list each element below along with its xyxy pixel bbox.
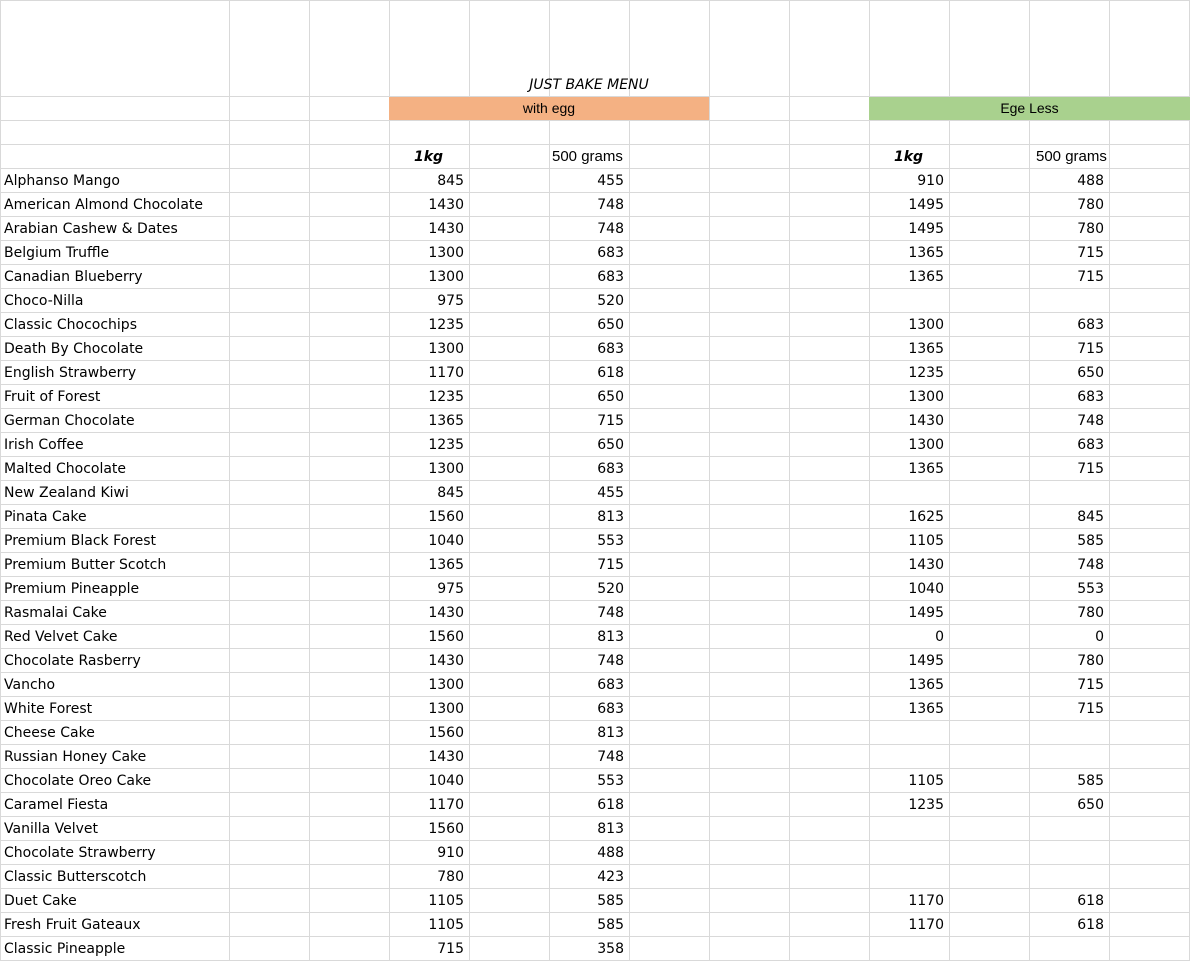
eggless-1kg-header[interactable]: 1kg bbox=[894, 149, 924, 165]
cake-name-cell[interactable]: Premium Black Forest bbox=[4, 533, 157, 549]
eggless-500g-price-cell[interactable]: 683 bbox=[1077, 317, 1104, 333]
eggless-1kg-price-cell[interactable]: 1625 bbox=[908, 509, 944, 525]
egg-1kg-price-cell[interactable]: 1235 bbox=[428, 317, 464, 333]
eggless-500g-price-cell[interactable]: 585 bbox=[1077, 773, 1104, 789]
egg-1kg-price-cell[interactable]: 910 bbox=[437, 845, 464, 861]
egg-1kg-price-cell[interactable]: 715 bbox=[437, 941, 464, 957]
row-gridline bbox=[0, 120, 1190, 121]
eggless-500g-price-cell[interactable]: 650 bbox=[1077, 365, 1104, 381]
egg-500g-price-cell[interactable]: 520 bbox=[597, 581, 624, 597]
cake-name-cell[interactable]: Canadian Blueberry bbox=[4, 269, 143, 285]
egg-1kg-price-cell[interactable]: 1365 bbox=[428, 557, 464, 573]
egg-500g-price-cell[interactable]: 585 bbox=[597, 917, 624, 933]
eggless-1kg-price-cell[interactable]: 1235 bbox=[908, 797, 944, 813]
eggless-1kg-price-cell[interactable] bbox=[869, 721, 947, 745]
eggless-1kg-price-cell[interactable]: 1365 bbox=[908, 245, 944, 261]
egg-1kg-price-cell[interactable]: 1040 bbox=[428, 773, 464, 789]
cake-name-cell[interactable]: Fresh Fruit Gateaux bbox=[4, 917, 141, 933]
egg-500g-price-cell[interactable]: 748 bbox=[597, 221, 624, 237]
eggless-1kg-price-cell[interactable]: 1495 bbox=[908, 197, 944, 213]
eggless-500g-price-cell[interactable]: 780 bbox=[1077, 221, 1104, 237]
eggless-500g-price-cell[interactable]: 683 bbox=[1077, 389, 1104, 405]
egg-500g-price-cell[interactable]: 813 bbox=[597, 725, 624, 741]
cake-name-cell[interactable]: Caramel Fiesta bbox=[4, 797, 109, 813]
egg-1kg-price-cell[interactable]: 975 bbox=[437, 581, 464, 597]
cake-name-cell[interactable]: Alphanso Mango bbox=[4, 173, 120, 189]
egg-1kg-price-cell[interactable]: 1430 bbox=[428, 221, 464, 237]
eggless-1kg-price-cell[interactable] bbox=[869, 745, 947, 769]
egg-1kg-price-cell[interactable]: 1105 bbox=[428, 917, 464, 933]
egg-1kg-price-cell[interactable]: 780 bbox=[437, 869, 464, 885]
egg-500g-price-cell[interactable]: 650 bbox=[597, 317, 624, 333]
egg-500g-price-cell[interactable]: 650 bbox=[597, 437, 624, 453]
eggless-500g-price-cell[interactable] bbox=[1029, 721, 1107, 745]
cake-name-cell[interactable]: Premium Butter Scotch bbox=[4, 557, 167, 573]
cake-name-cell[interactable]: Pinata Cake bbox=[4, 509, 87, 525]
egg-1kg-price-cell[interactable]: 975 bbox=[437, 293, 464, 309]
egg-1kg-price-cell[interactable]: 1300 bbox=[428, 269, 464, 285]
eggless-500g-price-cell[interactable]: 748 bbox=[1077, 557, 1104, 573]
cake-name-cell[interactable]: Russian Honey Cake bbox=[4, 749, 147, 765]
eggless-1kg-price-cell[interactable]: 1365 bbox=[908, 701, 944, 717]
egg-500g-price-cell[interactable]: 748 bbox=[597, 605, 624, 621]
egg-1kg-price-cell[interactable]: 1365 bbox=[428, 413, 464, 429]
eggless-500g-price-cell[interactable]: 715 bbox=[1077, 461, 1104, 477]
eggless-500g-price-cell[interactable]: 618 bbox=[1077, 917, 1104, 933]
eggless-1kg-price-cell[interactable] bbox=[869, 817, 947, 841]
egg-1kg-price-cell[interactable]: 1300 bbox=[428, 701, 464, 717]
egg-500g-price-cell[interactable]: 683 bbox=[597, 245, 624, 261]
egg-1kg-price-cell[interactable]: 1300 bbox=[428, 461, 464, 477]
cake-name-cell[interactable]: Duet Cake bbox=[4, 893, 77, 909]
eggless-1kg-price-cell[interactable]: 1170 bbox=[908, 893, 944, 909]
eggless-1kg-price-cell[interactable]: 1300 bbox=[908, 437, 944, 453]
cake-name-cell[interactable]: Classic Chocochips bbox=[4, 317, 137, 333]
eggless-500g-price-cell[interactable] bbox=[1029, 937, 1107, 961]
egg-500g-price-cell[interactable]: 423 bbox=[597, 869, 624, 885]
egg-500g-price-cell[interactable]: 520 bbox=[597, 293, 624, 309]
eggless-1kg-price-cell[interactable] bbox=[869, 481, 947, 505]
egg-500g-price-cell[interactable]: 455 bbox=[597, 485, 624, 501]
cake-name-cell[interactable]: Premium Pineapple bbox=[4, 581, 140, 597]
cake-name-cell[interactable]: Red Velvet Cake bbox=[4, 629, 118, 645]
cake-name-cell[interactable]: Death By Chocolate bbox=[4, 341, 144, 357]
eggless-500g-price-cell[interactable]: 618 bbox=[1077, 893, 1104, 909]
egg-1kg-price-cell[interactable]: 845 bbox=[437, 173, 464, 189]
eggless-1kg-price-cell[interactable]: 0 bbox=[935, 629, 944, 645]
eggless-500g-price-cell[interactable]: 715 bbox=[1077, 677, 1104, 693]
egg-1kg-price-cell[interactable]: 1170 bbox=[428, 365, 464, 381]
egg-500g-price-cell[interactable]: 813 bbox=[597, 629, 624, 645]
egg-500g-header[interactable]: 500 grams bbox=[552, 148, 623, 165]
with-egg-header[interactable]: with egg bbox=[389, 97, 709, 120]
eggless-1kg-price-cell[interactable]: 910 bbox=[917, 173, 944, 189]
eggless-500g-price-cell[interactable] bbox=[1029, 745, 1107, 769]
eggless-500g-header[interactable]: 500 grams bbox=[1036, 148, 1107, 165]
egg-500g-price-cell[interactable]: 748 bbox=[597, 653, 624, 669]
egg-500g-price-cell[interactable]: 683 bbox=[597, 341, 624, 357]
eggless-1kg-price-cell[interactable] bbox=[869, 937, 947, 961]
cake-name-cell[interactable]: Choco-Nilla bbox=[4, 293, 84, 309]
eggless-1kg-price-cell[interactable]: 1365 bbox=[908, 677, 944, 693]
eggless-1kg-price-cell[interactable]: 1235 bbox=[908, 365, 944, 381]
egg-500g-price-cell[interactable]: 748 bbox=[597, 197, 624, 213]
cake-name-cell[interactable]: German Chocolate bbox=[4, 413, 135, 429]
cake-name-cell[interactable]: English Strawberry bbox=[4, 365, 137, 381]
eggless-1kg-price-cell[interactable]: 1300 bbox=[908, 317, 944, 333]
eggless-1kg-price-cell[interactable]: 1495 bbox=[908, 605, 944, 621]
row-gridline bbox=[0, 0, 1190, 1]
egg-500g-price-cell[interactable]: 748 bbox=[597, 749, 624, 765]
eggless-500g-price-cell[interactable]: 683 bbox=[1077, 437, 1104, 453]
eggless-500g-price-cell[interactable] bbox=[1029, 841, 1107, 865]
egg-500g-price-cell[interactable]: 553 bbox=[597, 773, 624, 789]
eggless-500g-price-cell[interactable]: 488 bbox=[1077, 173, 1104, 189]
cake-name-cell[interactable]: Belgium Truffle bbox=[4, 245, 110, 261]
eggless-500g-price-cell[interactable]: 780 bbox=[1077, 197, 1104, 213]
cake-name-cell[interactable]: Rasmalai Cake bbox=[4, 605, 107, 621]
egg-500g-price-cell[interactable]: 618 bbox=[597, 797, 624, 813]
cake-name-cell[interactable]: Arabian Cashew & Dates bbox=[4, 221, 178, 237]
egg-1kg-price-cell[interactable]: 1170 bbox=[428, 797, 464, 813]
eggless-1kg-price-cell[interactable]: 1105 bbox=[908, 533, 944, 549]
eggless-1kg-price-cell[interactable]: 1430 bbox=[908, 413, 944, 429]
eggless-500g-price-cell[interactable]: 585 bbox=[1077, 533, 1104, 549]
egg-500g-price-cell[interactable]: 618 bbox=[597, 365, 624, 381]
cake-name-cell[interactable]: Cheese Cake bbox=[4, 725, 95, 741]
egg-1kg-price-cell[interactable]: 1560 bbox=[428, 821, 464, 837]
egg-500g-price-cell[interactable]: 813 bbox=[597, 509, 624, 525]
egg-1kg-price-cell[interactable]: 1430 bbox=[428, 197, 464, 213]
cake-name-cell[interactable]: Malted Chocolate bbox=[4, 461, 127, 477]
eggless-1kg-price-cell[interactable]: 1365 bbox=[908, 461, 944, 477]
eggless-1kg-price-cell[interactable]: 1365 bbox=[908, 269, 944, 285]
egg-500g-price-cell[interactable]: 715 bbox=[597, 557, 624, 573]
cake-name-cell[interactable]: New Zealand Kiwi bbox=[4, 485, 129, 501]
cake-name-cell[interactable]: Classic Pineapple bbox=[4, 941, 126, 957]
eggless-500g-price-cell[interactable]: 650 bbox=[1077, 797, 1104, 813]
cake-name-cell[interactable]: Chocolate Rasberry bbox=[4, 653, 141, 669]
egg-1kg-price-cell[interactable]: 1560 bbox=[428, 629, 464, 645]
cake-name-cell[interactable]: Vancho bbox=[4, 677, 56, 693]
egg-1kg-header[interactable]: 1kg bbox=[414, 149, 444, 165]
eggless-1kg-price-cell[interactable]: 1495 bbox=[908, 653, 944, 669]
egg-1kg-price-cell[interactable]: 1430 bbox=[428, 653, 464, 669]
eggless-header[interactable]: Ege Less bbox=[869, 97, 1190, 120]
eggless-1kg-price-cell[interactable]: 1170 bbox=[908, 917, 944, 933]
cake-name-cell[interactable]: Fruit of Forest bbox=[4, 389, 101, 405]
eggless-500g-price-cell[interactable]: 715 bbox=[1077, 269, 1104, 285]
egg-1kg-price-cell[interactable]: 1235 bbox=[428, 389, 464, 405]
eggless-500g-price-cell[interactable]: 748 bbox=[1077, 413, 1104, 429]
eggless-1kg-price-cell[interactable]: 1365 bbox=[908, 341, 944, 357]
egg-500g-price-cell[interactable]: 488 bbox=[597, 845, 624, 861]
cake-name-cell[interactable]: Irish Coffee bbox=[4, 437, 84, 453]
egg-500g-price-cell[interactable]: 683 bbox=[597, 701, 624, 717]
cake-name-cell[interactable]: Classic Butterscotch bbox=[4, 869, 147, 885]
eggless-1kg-price-cell[interactable]: 1040 bbox=[908, 581, 944, 597]
egg-1kg-price-cell[interactable]: 1430 bbox=[428, 749, 464, 765]
egg-1kg-price-cell[interactable]: 1300 bbox=[428, 341, 464, 357]
eggless-500g-price-cell[interactable]: 715 bbox=[1077, 245, 1104, 261]
egg-1kg-price-cell[interactable]: 1105 bbox=[428, 893, 464, 909]
eggless-1kg-price-cell[interactable] bbox=[869, 841, 947, 865]
egg-500g-price-cell[interactable]: 683 bbox=[597, 677, 624, 693]
egg-1kg-price-cell[interactable]: 1040 bbox=[428, 533, 464, 549]
eggless-500g-price-cell[interactable]: 553 bbox=[1077, 581, 1104, 597]
egg-500g-price-cell[interactable]: 715 bbox=[597, 413, 624, 429]
eggless-1kg-price-cell[interactable] bbox=[869, 289, 947, 313]
egg-1kg-price-cell[interactable]: 1430 bbox=[428, 605, 464, 621]
egg-500g-price-cell[interactable]: 585 bbox=[597, 893, 624, 909]
egg-500g-price-cell[interactable]: 553 bbox=[597, 533, 624, 549]
eggless-500g-price-cell[interactable]: 715 bbox=[1077, 341, 1104, 357]
eggless-1kg-price-cell[interactable]: 1300 bbox=[908, 389, 944, 405]
egg-500g-price-cell[interactable]: 683 bbox=[597, 461, 624, 477]
cake-name-cell[interactable]: White Forest bbox=[4, 701, 93, 717]
eggless-500g-price-cell[interactable] bbox=[1029, 865, 1107, 889]
eggless-1kg-price-cell[interactable]: 1105 bbox=[908, 773, 944, 789]
eggless-1kg-price-cell[interactable] bbox=[869, 865, 947, 889]
egg-500g-price-cell[interactable]: 650 bbox=[597, 389, 624, 405]
egg-500g-price-cell[interactable]: 683 bbox=[597, 269, 624, 285]
egg-1kg-price-cell[interactable]: 1300 bbox=[428, 677, 464, 693]
egg-1kg-price-cell[interactable]: 1235 bbox=[428, 437, 464, 453]
eggless-500g-price-cell[interactable]: 715 bbox=[1077, 701, 1104, 717]
egg-500g-price-cell[interactable]: 358 bbox=[597, 941, 624, 957]
egg-1kg-price-cell[interactable]: 845 bbox=[437, 485, 464, 501]
eggless-1kg-price-cell[interactable]: 1495 bbox=[908, 221, 944, 237]
eggless-500g-price-cell[interactable] bbox=[1029, 289, 1107, 313]
eggless-500g-price-cell[interactable] bbox=[1029, 817, 1107, 841]
cake-name-cell[interactable]: Vanilla Velvet bbox=[4, 821, 99, 837]
menu-title[interactable]: JUST BAKE MENU bbox=[529, 77, 649, 93]
cake-name-cell[interactable]: Chocolate Strawberry bbox=[4, 845, 156, 861]
eggless-500g-price-cell[interactable]: 780 bbox=[1077, 605, 1104, 621]
egg-500g-price-cell[interactable]: 455 bbox=[597, 173, 624, 189]
eggless-500g-price-cell[interactable]: 780 bbox=[1077, 653, 1104, 669]
cake-name-cell[interactable]: Chocolate Oreo Cake bbox=[4, 773, 152, 789]
eggless-500g-price-cell[interactable]: 845 bbox=[1077, 509, 1104, 525]
egg-1kg-price-cell[interactable]: 1300 bbox=[428, 245, 464, 261]
cake-name-cell[interactable]: American Almond Chocolate bbox=[4, 197, 204, 213]
eggless-1kg-price-cell[interactable]: 1430 bbox=[908, 557, 944, 573]
eggless-500g-price-cell[interactable]: 0 bbox=[1095, 629, 1104, 645]
egg-1kg-price-cell[interactable]: 1560 bbox=[428, 725, 464, 741]
eggless-500g-price-cell[interactable] bbox=[1029, 481, 1107, 505]
egg-1kg-price-cell[interactable]: 1560 bbox=[428, 509, 464, 525]
egg-500g-price-cell[interactable]: 813 bbox=[597, 821, 624, 837]
